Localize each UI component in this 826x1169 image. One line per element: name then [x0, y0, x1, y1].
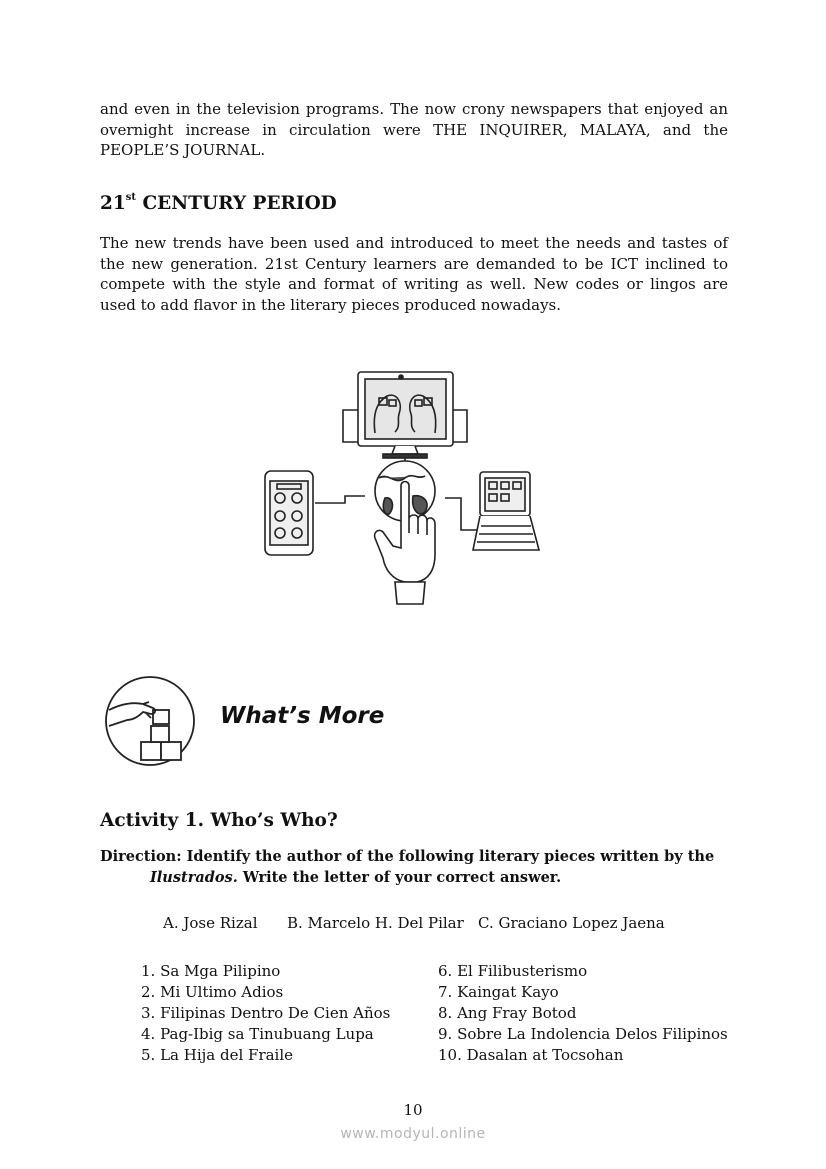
list-item: 3. Filipinas Dentro De Cien Años	[141, 1004, 391, 1022]
direction-line2	[100, 867, 740, 888]
section-paragraph: The new trends have been used and introduced to meet the needs and tastes of the new generation. 21st Century learners are demanded to be ICT inclined to compete with the style and format of writing as well. New codes or lingos are used to add flavor in the literary pieces produced nowadays.	[100, 234, 728, 315]
direction-line1: Direction: Identify the author of the following literary pieces written by the	[100, 848, 715, 865]
list-item: 4. Pag-Ibig sa Tinubuang Lupa	[141, 1025, 374, 1043]
direction-rest: Write the letter of your correct answer.	[237, 869, 562, 886]
list-item: 8. Ang Fray Botod	[438, 1004, 577, 1022]
list-item: 6. El Filibusterismo	[438, 962, 588, 980]
list-item: 2. Mi Ultimo Adios	[141, 983, 284, 1001]
direction-text	[100, 846, 740, 888]
whats-more-title: What’s More	[220, 703, 385, 729]
activity-title: Activity 1. Who’s Who?	[100, 810, 338, 831]
list-item: 10. Dasalan at Tocsohan	[438, 1046, 624, 1064]
choice-b: B. Marcelo H. Del Pilar	[287, 914, 464, 932]
website-watermark: www.modyul.online	[340, 1126, 486, 1142]
choice-c: C. Graciano Lopez Jaena	[478, 914, 665, 932]
intro-paragraph: and even in the television programs. The now crony newspapers that enjoyed an overnight increase in circulation were THE INQUIRER, MALAYA, and the PEOPLE’S JOURNAL.	[100, 100, 728, 160]
page-number: 10	[403, 1101, 423, 1119]
building-blocks-icon	[103, 674, 197, 768]
items-left-list	[141, 961, 390, 1066]
heading-prefix: 21	[100, 193, 126, 214]
list-item: 1. Sa Mga Pilipino	[141, 962, 281, 980]
direction-italic: Ilustrados.	[150, 869, 238, 886]
list-item: 9. Sobre La Indolencia Delos Filipinos	[438, 1025, 728, 1043]
heading-rest: CENTURY PERIOD	[136, 193, 337, 214]
heading-superscript: st	[125, 191, 136, 203]
choice-a: A. Jose Rizal	[163, 914, 258, 932]
list-item: 7. Kaingat Kayo	[438, 983, 559, 1001]
section-heading	[100, 193, 337, 214]
ict-illustration	[255, 368, 555, 608]
items-right-list	[438, 961, 728, 1066]
list-item: 5. La Hija del Fraile	[141, 1046, 294, 1064]
